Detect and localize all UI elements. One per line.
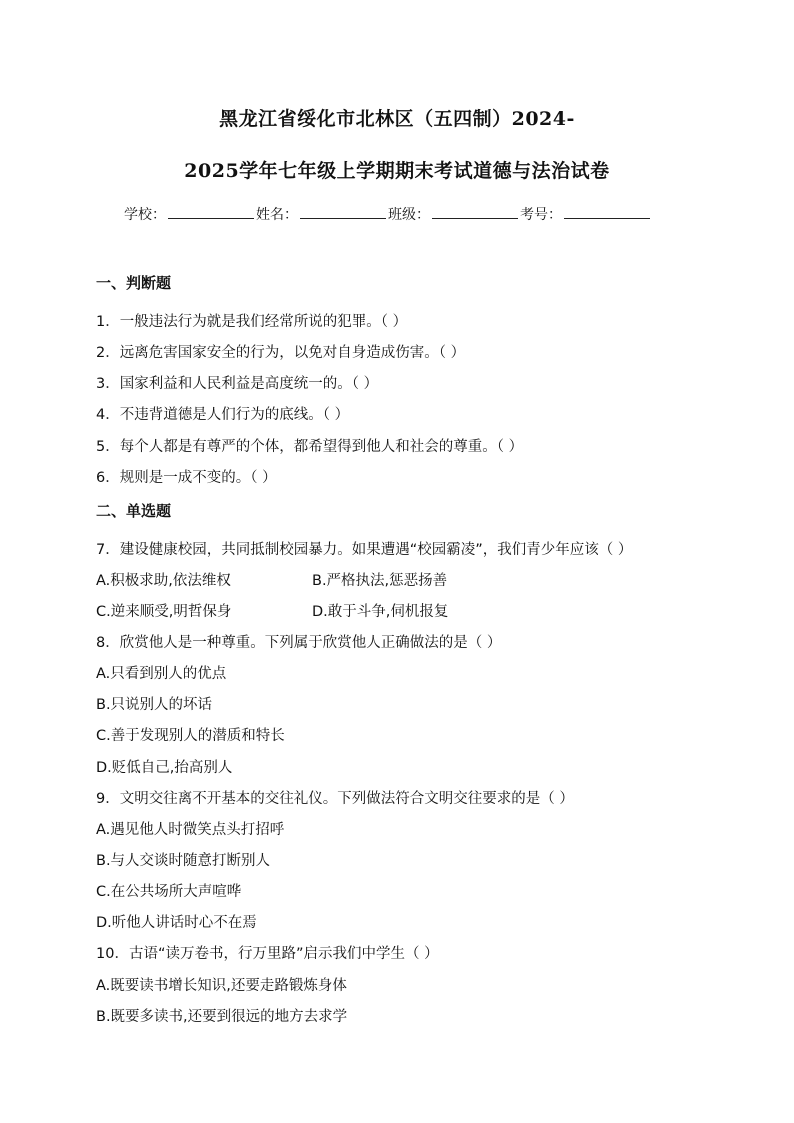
class-label: 班级： bbox=[388, 207, 430, 223]
name-blank[interactable] bbox=[300, 204, 386, 219]
question-10-option-b: B.既要多读书,还要到很远的地方去求学 bbox=[96, 1009, 348, 1025]
question-1: 1．一般违法行为就是我们经常所说的犯罪。（ ） bbox=[96, 314, 408, 330]
question-4: 4．不违背道德是人们行为的底线。（ ） bbox=[96, 407, 350, 423]
student-info-row bbox=[124, 204, 652, 224]
question-9-option-b: B.与人交谈时随意打断别人 bbox=[96, 853, 271, 869]
question-8-option-d: D.贬低自己,抬高别人 bbox=[96, 760, 233, 776]
question-8-option-a: A.只看到别人的优点 bbox=[96, 666, 227, 682]
question-3: 3．国家利益和人民利益是高度统一的。（ ） bbox=[96, 376, 379, 392]
name-label: 姓名： bbox=[256, 207, 298, 223]
question-9-option-a: A.遇见他人时微笑点头打招呼 bbox=[96, 822, 285, 838]
question-7-option-c: C.逆来顺受,明哲保身 bbox=[96, 604, 232, 620]
question-7-option-b: B.严格执法,惩恶扬善 bbox=[312, 573, 448, 589]
number-blank[interactable] bbox=[564, 204, 650, 219]
exam-title-line-1: 黑龙江省绥化市北林区（五四制）2024- bbox=[219, 108, 575, 130]
section-heading-single-choice: 二、单选题 bbox=[96, 502, 172, 520]
question-10-stem: 10．古语“读万卷书，行万里路”启示我们中学生（ ） bbox=[96, 946, 439, 962]
section-heading-judgment: 一、判断题 bbox=[96, 274, 172, 292]
question-7-option-d: D.敢于斗争,伺机报复 bbox=[312, 604, 449, 620]
number-label: 考号： bbox=[520, 207, 562, 223]
question-9-stem: 9．文明交往离不开基本的交往礼仪。下列做法符合文明交往要求的是（ ） bbox=[96, 791, 574, 807]
question-5: 5．每个人都是有尊严的个体，都希望得到他人和社会的尊重。（ ） bbox=[96, 439, 524, 455]
question-8-stem: 8．欣赏他人是一种尊重。下列属于欣赏他人正确做法的是（ ） bbox=[96, 635, 502, 651]
question-7-stem: 7．建设健康校园，共同抵制校园暴力。如果遭遇“校园霸凌”，我们青少年应该（ ） bbox=[96, 542, 633, 558]
question-6: 6．规则是一成不变的。（ ） bbox=[96, 470, 277, 486]
question-8-option-b: B.只说别人的坏话 bbox=[96, 697, 213, 713]
class-blank[interactable] bbox=[432, 204, 518, 219]
question-2: 2．远离危害国家安全的行为，以免对自身造成伤害。（ ） bbox=[96, 345, 466, 361]
question-10-option-a: A.既要读书增长知识,还要走路锻炼身体 bbox=[96, 978, 347, 994]
question-9-option-d: D.听他人讲话时心不在焉 bbox=[96, 915, 257, 931]
question-7-option-a: A.积极求助,依法维权 bbox=[96, 573, 231, 589]
school-blank[interactable] bbox=[168, 204, 254, 219]
question-9-option-c: C.在公共场所大声喧哗 bbox=[96, 884, 242, 900]
exam-title-line-2: 2025学年七年级上学期期末考试道德与法治试卷 bbox=[184, 160, 610, 182]
question-8-option-c: C.善于发现别人的潜质和特长 bbox=[96, 728, 285, 744]
school-label: 学校： bbox=[124, 207, 166, 223]
